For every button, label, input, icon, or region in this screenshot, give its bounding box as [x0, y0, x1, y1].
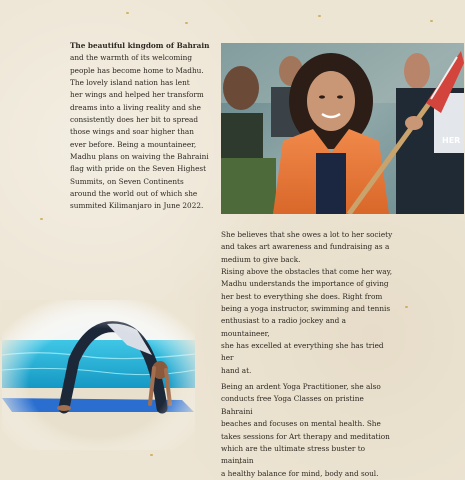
left-line: ever before. Being a mountaineer,	[70, 139, 197, 149]
gold-speck	[318, 15, 321, 17]
right-line: medium to give back.	[221, 254, 301, 264]
left-heading: The beautiful kingdom of Bahrain	[70, 41, 210, 50]
gold-speck	[430, 20, 433, 22]
left-line: flag with pride on the Seven Highest	[70, 164, 207, 174]
right-line: Madhu understands the importance of giving	[221, 279, 389, 289]
left-line: dreams into a living reality and she	[70, 102, 201, 112]
left-line: those wings and soar higher than	[70, 127, 194, 137]
right-line: and takes art awareness and fundraising as a	[221, 242, 390, 252]
right-line: beaches and focuses on mental health. She	[221, 419, 381, 429]
left-text-column	[70, 40, 212, 213]
left-line: Summits, on Seven Continents	[70, 176, 184, 186]
left-line: her wings and helped her transform	[70, 90, 204, 100]
right-line: Rising above the obstacles that come her way,	[221, 267, 393, 277]
yoga-photo-illustration	[2, 300, 195, 450]
kayak-photo-illustration	[221, 43, 464, 214]
kayak-photo	[221, 43, 464, 214]
right-line: takes sessions for Art therapy and meditation	[221, 431, 390, 441]
right-line: conducts free Yoga Classes on pristine Bahraini	[221, 394, 364, 416]
left-line: around the world out of which she	[70, 189, 198, 199]
gold-speck	[405, 306, 408, 308]
right-line: which are the ultimate stress buster to maintain	[221, 443, 366, 466]
gold-speck	[126, 12, 129, 14]
right-line: Being an ardent Yoga Practitioner, she also	[221, 382, 381, 392]
gold-speck	[150, 454, 153, 456]
right-line: she has excelled at everything she has tried her	[221, 341, 384, 363]
gold-speck	[185, 22, 188, 24]
left-line: Madhu plans on waiving the Bahraini	[70, 152, 209, 162]
left-line: summited Kilimanjaro in June 2022.	[70, 201, 204, 211]
yoga-photo	[2, 300, 195, 450]
left-line: people has become home to Madhu.	[70, 65, 204, 75]
right-line: She believes that she owes a lot to her society	[221, 230, 393, 239]
right-line: being a yoga instructor, swimming and tennis	[221, 304, 391, 314]
gold-speck	[40, 218, 43, 220]
right-line: hand at.	[221, 365, 252, 375]
vest-label: HER	[442, 136, 461, 145]
left-line: and the warmth of its welcoming	[70, 53, 193, 63]
right-text-column	[221, 229, 396, 480]
right-line: her best to everything she does. Right from	[221, 291, 383, 301]
left-line: The lovely island nation has lent	[70, 78, 190, 88]
right-line: enthusiast to a radio jockey and a mountaineer,	[221, 316, 346, 338]
left-line: consistently does her bit to spread	[70, 115, 199, 125]
right-line: a healthy balance for mind, body and soul.	[221, 468, 379, 478]
